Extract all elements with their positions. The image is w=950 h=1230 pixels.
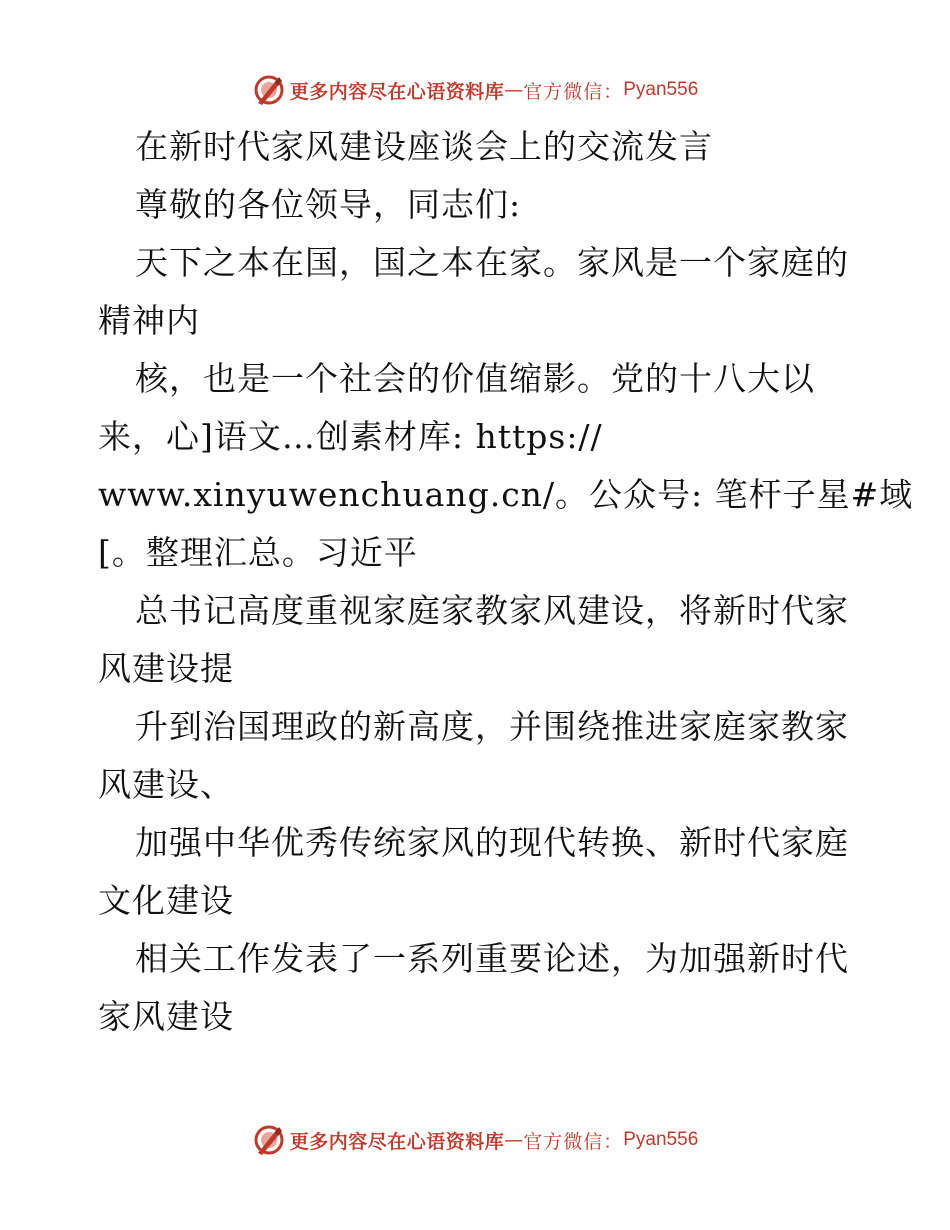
banner-wechat-label: 官方微信： (523, 80, 624, 103)
body-line: www.xinyuwenchuang.cn/。公众号: 笔杆子星#域 (98, 475, 914, 514)
body-line: [。整理汇总。习近平 (98, 533, 418, 572)
body-line: 风建设、 (98, 765, 234, 804)
body-line: 总书记高度重视家庭家教家风建设，将新时代家 (135, 591, 849, 630)
document-body (98, 118, 914, 1046)
body-line: 精神内 (98, 301, 200, 340)
body-line: 天下之本在国，国之本在家。家风是一个家庭的 (135, 243, 849, 282)
body-line: 来，心]语文…创素材库: https:// (98, 417, 603, 456)
banner-wechat-id: Pyan556 (623, 1129, 699, 1150)
body-line: 升到治国理政的新高度，并围绕推进家庭家教家 (135, 707, 849, 746)
body-line: 相关工作发表了一系列重要论述，为加强新时代 (135, 939, 849, 978)
footer-banner (0, 1120, 950, 1160)
salutation-line: 尊敬的各位领导，同志们: (135, 185, 522, 224)
title-line: 在新时代家风建设座谈会上的交流发言 (135, 127, 713, 166)
body-line: 核，也是一个社会的价值缩影。党的十八大以 (135, 359, 815, 398)
body-line: 文化建设 (98, 881, 234, 920)
banner-separator: — (504, 1129, 524, 1151)
pen-logo-icon (252, 73, 286, 107)
body-line: 加强中华优秀传统家风的现代转换、新时代家庭 (135, 823, 849, 862)
body-line: 家风建设 (98, 997, 234, 1036)
banner-wechat-label: 官方微信： (523, 1130, 624, 1153)
body-line: 风建设提 (98, 649, 234, 688)
banner-wechat-id: Pyan556 (623, 79, 699, 100)
banner-main-text: 更多内容尽在心语资料库 (289, 1130, 505, 1153)
pen-logo-icon (252, 1123, 286, 1157)
banner-separator: — (504, 79, 524, 101)
banner-main-text: 更多内容尽在心语资料库 (289, 80, 505, 103)
header-banner (0, 70, 950, 110)
